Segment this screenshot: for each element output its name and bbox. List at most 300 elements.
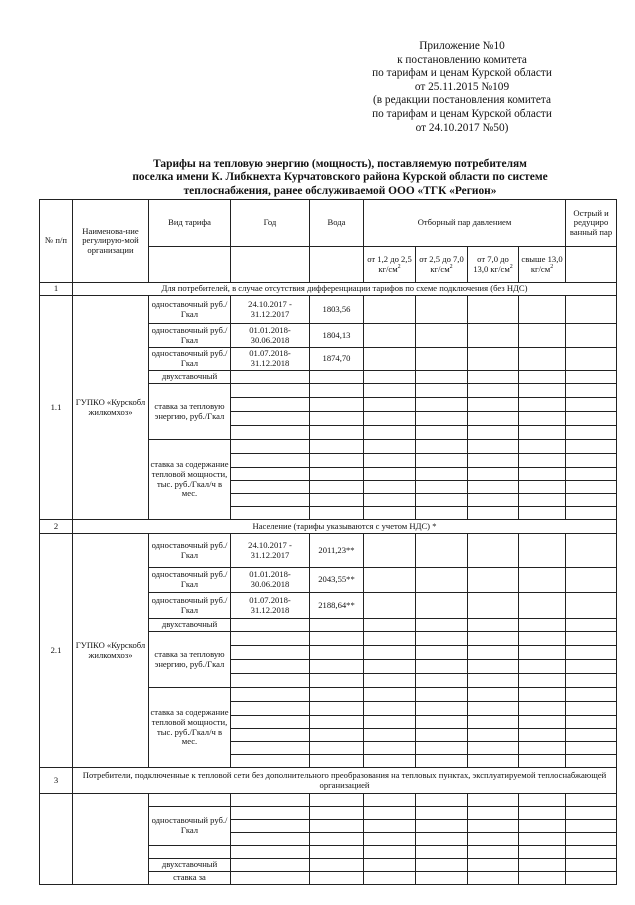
cell [310, 507, 364, 520]
tariff-water-value: 1874,70 [310, 348, 364, 371]
tariff-type: двухставочный [149, 371, 231, 384]
cell [416, 660, 468, 674]
section-1-title: Для потребителей, в случае отсутствия дифференциации тарифов по схеме подключения (без НДС) [73, 283, 617, 296]
cell [231, 468, 310, 481]
cell [416, 384, 468, 398]
cell [231, 660, 310, 674]
cell [310, 820, 364, 833]
cell [231, 384, 310, 398]
cell [519, 702, 566, 716]
cell [310, 494, 364, 507]
cell [416, 481, 468, 494]
cell [364, 384, 416, 398]
cell [364, 660, 416, 674]
section-3-num: 3 [40, 768, 73, 794]
cell [566, 507, 617, 520]
cell [566, 494, 617, 507]
document-title [60, 158, 620, 198]
cell [468, 716, 519, 729]
cell [364, 348, 416, 371]
cell [231, 247, 310, 283]
cell [468, 348, 519, 371]
cell [468, 688, 519, 702]
cell [231, 481, 310, 494]
cell [364, 702, 416, 716]
cell [310, 412, 364, 426]
cell [566, 660, 617, 674]
cell [566, 619, 617, 632]
cell [149, 846, 231, 859]
title-line: Тарифы на тепловую энергию (мощность), поставляемую потребителям [153, 158, 527, 170]
cell [40, 794, 73, 885]
cell [364, 494, 416, 507]
tariff-type: одноставочный руб./Гкал [149, 348, 231, 371]
cell [231, 494, 310, 507]
cell [231, 440, 310, 454]
cell [310, 481, 364, 494]
cell [364, 646, 416, 660]
header-pressure-3: от 7,0 до 13,0 $кг/см^2$ [468, 247, 519, 283]
cell [416, 324, 468, 348]
cell [468, 426, 519, 440]
cell [231, 507, 310, 520]
cell [416, 716, 468, 729]
cell [519, 833, 566, 846]
cell [468, 742, 519, 755]
cell [468, 820, 519, 833]
cell [310, 716, 364, 729]
appendix-line: от 24.10.2017 №50) [415, 121, 509, 134]
cell [416, 742, 468, 755]
cell [364, 454, 416, 468]
cell [468, 371, 519, 384]
cell [364, 440, 416, 454]
tariff-type: одноставочный руб./Гкал [149, 568, 231, 593]
cell [416, 755, 468, 768]
tariff-period: 01.07.2018- 31.12.2018 [231, 593, 310, 619]
cell [416, 468, 468, 481]
cell [310, 702, 364, 716]
cell [416, 674, 468, 688]
cell [519, 729, 566, 742]
tariff-water-value: 2188,64** [310, 593, 364, 619]
cell [416, 398, 468, 412]
tariff-table [39, 199, 617, 885]
header-pressure-2: от 2,5 до 7,0 $кг/см^2$ [416, 247, 468, 283]
cell [310, 660, 364, 674]
cell [310, 454, 364, 468]
cell [566, 807, 617, 820]
cell [310, 398, 364, 412]
cell [468, 619, 519, 632]
tariff-water-value: 1803,56 [310, 296, 364, 324]
cell [416, 807, 468, 820]
cell [566, 872, 617, 885]
cell [416, 820, 468, 833]
cell [519, 674, 566, 688]
cell [416, 729, 468, 742]
cell [416, 872, 468, 885]
cell [416, 632, 468, 646]
cell [231, 820, 310, 833]
cell [416, 794, 468, 807]
cell [310, 755, 364, 768]
tariff-type: одноставочный руб./Гкал [149, 324, 231, 348]
cell [566, 247, 617, 283]
title-line: поселка имени К. Либкнехта Курчатовского района Курской области по системе [132, 171, 548, 184]
cell [310, 371, 364, 384]
tariff-period: 01.01.2018- 30.06.2018 [231, 324, 310, 348]
cell [468, 729, 519, 742]
cell [468, 872, 519, 885]
cell [364, 619, 416, 632]
cell [416, 507, 468, 520]
cell [364, 755, 416, 768]
cell [519, 348, 566, 371]
tariff-period: 01.07.2018- 31.12.2018 [231, 348, 310, 371]
cell [468, 454, 519, 468]
cell [231, 742, 310, 755]
cell [468, 468, 519, 481]
cell [231, 619, 310, 632]
cell [231, 729, 310, 742]
cell [416, 593, 468, 619]
cell [566, 674, 617, 688]
cell [519, 371, 566, 384]
cell [519, 426, 566, 440]
cell [566, 412, 617, 426]
cell [566, 846, 617, 859]
cell [364, 371, 416, 384]
cell [519, 454, 566, 468]
cell [519, 820, 566, 833]
section-2-sub-num: 2.1 [40, 534, 73, 768]
cell [566, 716, 617, 729]
section-3-title: Потребители, подключенные к тепловой сети без дополнительного преобразования на тепловых пунктах, эксплуатируемой теплоснабжающей организацией [73, 768, 617, 794]
cell [566, 794, 617, 807]
cell [416, 440, 468, 454]
cell [519, 412, 566, 426]
cell [519, 324, 566, 348]
cell [468, 440, 519, 454]
cell [364, 412, 416, 426]
cell [519, 755, 566, 768]
cell [416, 534, 468, 568]
cell [310, 729, 364, 742]
cell [231, 833, 310, 846]
cell [519, 296, 566, 324]
tariff-type: одноставочный руб./Гкал [149, 807, 231, 846]
cell [468, 494, 519, 507]
cell [468, 660, 519, 674]
tariff-period: 24.10.2017 - 31.12.2017 [231, 296, 310, 324]
cell [364, 324, 416, 348]
cell [310, 646, 364, 660]
cell [310, 872, 364, 885]
cell [468, 833, 519, 846]
cell [566, 755, 617, 768]
header-pressure-1: от 1,2 до 2,5 $кг/см^2$ [364, 247, 416, 283]
cell [231, 632, 310, 646]
tariff-water-value: 2011,23** [310, 534, 364, 568]
appendix-line: к постановлению комитета [397, 53, 527, 66]
cell [364, 534, 416, 568]
tariff-water-value: 2043,55** [310, 568, 364, 593]
cell [468, 534, 519, 568]
appendix-line: по тарифам и ценам Курской области [372, 107, 552, 120]
tariff-type: одноставочный руб./Гкал [149, 534, 231, 568]
cell [310, 794, 364, 807]
tariff-type: двухставочный [149, 619, 231, 632]
cell [566, 742, 617, 755]
cell [231, 859, 310, 872]
cell [519, 688, 566, 702]
cell [566, 702, 617, 716]
cell [310, 426, 364, 440]
cell [231, 412, 310, 426]
cell [519, 716, 566, 729]
cell [468, 398, 519, 412]
cell [310, 384, 364, 398]
cell [519, 872, 566, 885]
cell [310, 619, 364, 632]
cell [231, 646, 310, 660]
cell [468, 507, 519, 520]
section-2-num: 2 [40, 520, 73, 534]
tariff-type: ставка за тепловую энергию, руб./Гкал [149, 632, 231, 688]
cell [519, 742, 566, 755]
cell [519, 384, 566, 398]
appendix-line: Приложение №10 [419, 40, 505, 52]
title-line: теплоснабжения, ранее обслуживаемой ООО «ТГК «Регион» [183, 184, 497, 197]
tariff-type: двухставочный [149, 859, 231, 872]
cell [519, 660, 566, 674]
cell [416, 426, 468, 440]
cell [416, 859, 468, 872]
cell [364, 859, 416, 872]
cell [566, 468, 617, 481]
cell [566, 481, 617, 494]
cell [468, 702, 519, 716]
tariff-period: 01.01.2018- 30.06.2018 [231, 568, 310, 593]
cell [566, 426, 617, 440]
cell [364, 729, 416, 742]
cell [519, 534, 566, 568]
tariff-type: ставка за тепловую энергию, руб./Гкал [149, 384, 231, 440]
cell [566, 729, 617, 742]
cell [364, 507, 416, 520]
cell [519, 468, 566, 481]
section-1-sub-num: 1.1 [40, 296, 73, 520]
cell [416, 568, 468, 593]
cell [364, 846, 416, 859]
cell [310, 859, 364, 872]
cell [519, 568, 566, 593]
cell [468, 384, 519, 398]
cell [566, 688, 617, 702]
cell [566, 398, 617, 412]
cell [468, 568, 519, 593]
cell [519, 619, 566, 632]
cell [566, 820, 617, 833]
header-year: Год [231, 200, 310, 247]
cell [519, 593, 566, 619]
cell [468, 412, 519, 426]
cell [364, 296, 416, 324]
cell [468, 859, 519, 872]
section-1-num: 1 [40, 283, 73, 296]
cell [416, 619, 468, 632]
cell [416, 296, 468, 324]
cell [519, 807, 566, 820]
cell [310, 247, 364, 283]
cell [468, 846, 519, 859]
cell [231, 846, 310, 859]
cell [364, 632, 416, 646]
cell [310, 632, 364, 646]
tariff-type: ставка за [149, 872, 231, 885]
section-1-org: ГУПКО «Курскобл жилкомхоз» [73, 296, 149, 520]
cell [231, 371, 310, 384]
cell [468, 674, 519, 688]
cell [416, 833, 468, 846]
cell [364, 742, 416, 755]
cell [310, 846, 364, 859]
cell [468, 646, 519, 660]
cell [566, 384, 617, 398]
cell [519, 632, 566, 646]
cell [364, 688, 416, 702]
cell [416, 646, 468, 660]
cell [519, 794, 566, 807]
cell [149, 794, 231, 807]
cell [468, 593, 519, 619]
cell [73, 794, 149, 885]
cell [519, 440, 566, 454]
cell [310, 742, 364, 755]
cell [416, 846, 468, 859]
cell [566, 568, 617, 593]
header-org: Наименова-ние регулирую-мой организации [73, 200, 149, 283]
cell [519, 398, 566, 412]
header-water: Вода [310, 200, 364, 247]
cell [364, 807, 416, 820]
cell [566, 296, 617, 324]
cell [566, 324, 617, 348]
cell [231, 398, 310, 412]
header-tariff: Вид тарифа [149, 200, 231, 247]
appendix-line: (в редакции постановления комитета [373, 94, 551, 107]
cell [364, 794, 416, 807]
cell [566, 593, 617, 619]
appendix-line: от 25.11.2015 №109 [414, 80, 510, 93]
cell [231, 674, 310, 688]
cell [468, 755, 519, 768]
cell [231, 755, 310, 768]
cell [231, 794, 310, 807]
cell [364, 872, 416, 885]
header-hot-steam: Острый и редуциро ванный пар [566, 200, 617, 247]
cell [310, 468, 364, 481]
cell [231, 426, 310, 440]
cell [310, 688, 364, 702]
cell [364, 593, 416, 619]
cell [364, 426, 416, 440]
cell [566, 859, 617, 872]
tariff-water-value: 1804,13 [310, 324, 364, 348]
cell [310, 674, 364, 688]
cell [566, 371, 617, 384]
cell [566, 348, 617, 371]
tariff-type: одноставочный руб./Гкал [149, 593, 231, 619]
cell [364, 568, 416, 593]
tariff-type: ставка за содержание тепловой мощности, тыс. руб./Гкал/ч в мес. [149, 688, 231, 768]
cell [231, 688, 310, 702]
appendix-line: по тарифам и ценам Курской области [372, 67, 552, 80]
cell [310, 833, 364, 846]
cell [566, 632, 617, 646]
cell [519, 507, 566, 520]
cell [468, 296, 519, 324]
cell [519, 481, 566, 494]
cell [566, 440, 617, 454]
cell [519, 859, 566, 872]
cell [231, 454, 310, 468]
cell [364, 820, 416, 833]
cell [468, 807, 519, 820]
cell [468, 632, 519, 646]
cell [364, 468, 416, 481]
header-pressure-4: свыше 13,0 $кг/см^2$ [519, 247, 566, 283]
cell [310, 807, 364, 820]
cell [416, 688, 468, 702]
cell [310, 440, 364, 454]
cell [364, 833, 416, 846]
cell [566, 833, 617, 846]
cell [566, 454, 617, 468]
tariff-type: одноставочный руб./Гкал [149, 296, 231, 324]
cell [364, 674, 416, 688]
cell [416, 494, 468, 507]
cell [364, 481, 416, 494]
cell [519, 494, 566, 507]
appendix-header [342, 40, 582, 135]
tariff-type: ставка за содержание тепловой мощности, тыс. руб./Гкал/ч в мес. [149, 440, 231, 520]
cell [416, 412, 468, 426]
cell [231, 716, 310, 729]
cell [416, 702, 468, 716]
cell [231, 702, 310, 716]
cell [149, 247, 231, 283]
cell [416, 454, 468, 468]
cell [416, 371, 468, 384]
cell [231, 872, 310, 885]
section-2-title: Население (тарифы указываются с учетом НДС) * [73, 520, 617, 534]
cell [566, 646, 617, 660]
cell [566, 534, 617, 568]
cell [519, 846, 566, 859]
cell [468, 481, 519, 494]
cell [416, 348, 468, 371]
cell [519, 646, 566, 660]
header-steam: Отборный пар давлением [364, 200, 566, 247]
cell [364, 716, 416, 729]
header-num: № п/п [40, 200, 73, 283]
section-2-org: ГУПКО «Курскобл жилкомхоз» [73, 534, 149, 768]
cell [231, 807, 310, 820]
cell [364, 398, 416, 412]
cell [468, 794, 519, 807]
